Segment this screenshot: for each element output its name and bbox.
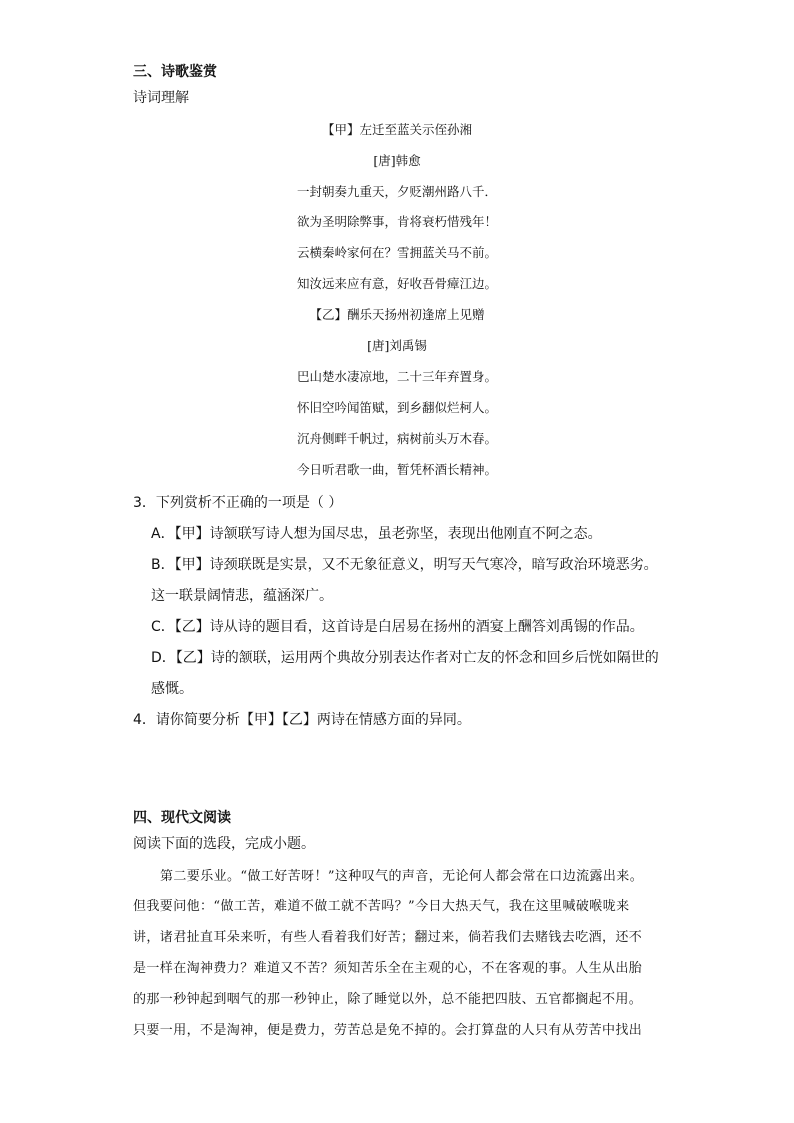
option-b: B．【甲】诗颈联既是实景，又不无象征意义，明写天气寒冷，暗写政治环境恶劣。 (151, 557, 658, 573)
section-subheading: 诗词理解 (133, 90, 189, 106)
option-d-continued: 感慨。 (151, 681, 193, 697)
question-stem: 3．下列赏析不正确的一项是（ ） (133, 495, 343, 511)
question-stem: 4．请你简要分析【甲】【乙】两诗在情感方面的异同。 (133, 712, 471, 728)
poem-line: 今日听君歌一曲，暂凭杯酒长精神。 (296, 462, 497, 477)
option-d: D．【乙】诗的颔联，运用两个典故分别表达作者对亡友的怀念和回乡后恍如隔世的 (151, 650, 659, 666)
section-heading: 四、现代文阅读 (133, 810, 231, 826)
poem-line: 云横秦岭家何在？雪拥蓝关马不前。 (296, 245, 497, 260)
poem-title: 【乙】酬乐天扬州初逢席上见赠 (309, 307, 485, 322)
poem-author: [唐]刘禹锡 (367, 338, 427, 353)
option-a: A．【甲】诗颔联写诗人想为国尽忠，虽老弥坚，表现出他刚直不阿之态。 (151, 526, 602, 542)
passage-line: 第二要乐业。“做工好苦呀！”这种叹气的声音，无论何人都会常在口边流露出来。 (160, 869, 644, 884)
reading-instruction: 阅读下面的选段，完成小题。 (133, 836, 315, 852)
section-heading: 三、诗歌鉴赏 (133, 64, 217, 80)
poem-title: 【甲】左迁至蓝关示侄孙湘 (321, 122, 472, 137)
passage-line: 只要一用，不是淘神，便是费力，劳苦总是免不掉的。会打算盘的人只有从劳苦中找出 (133, 1023, 643, 1038)
poem-line: 知汝远来应有意，好收吾骨瘴江边。 (296, 276, 497, 291)
passage-line: 讲，诸君扯直耳朵来听，有些人看着我们好苦；翻过来，倘若我们去赌钱去吃酒，还不 (133, 930, 643, 945)
option-b-continued: 这一联景阔情悲，蕴涵深广。 (151, 588, 333, 604)
passage-line: 的那一秒钟起到咽气的那一秒钟止，除了睡觉以外，总不能把四肢、五官都搁起不用。 (133, 992, 643, 1007)
poem-line: 沉舟侧畔千帆过，病树前头万木春。 (296, 431, 497, 446)
poem-line: 巴山楚水凄凉地，二十三年弃置身。 (296, 369, 497, 384)
passage-line: 但我要问他：“做工苦，难道不做工就不苦吗？”今日大热天气，我在这里喊破喉咙来 (133, 899, 630, 914)
option-c: C．【乙】诗从诗的题目看，这首诗是白居易在扬州的酒宴上酬答刘禹锡的作品。 (151, 619, 644, 635)
poem-line: 一封朝奏九重天，夕贬潮州路八千． (296, 184, 497, 199)
poem-author: [唐]韩愈 (373, 153, 421, 168)
poem-line: 怀旧空吟闻笛赋，到乡翻似烂柯人。 (296, 400, 497, 415)
passage-line: 是一样在淘神费力？难道又不苦？须知苦乐全在主观的心，不在客观的事。人生从出胎 (133, 961, 643, 976)
poem-line: 欲为圣明除弊事，肯将衰朽惜残年！ (296, 214, 497, 229)
